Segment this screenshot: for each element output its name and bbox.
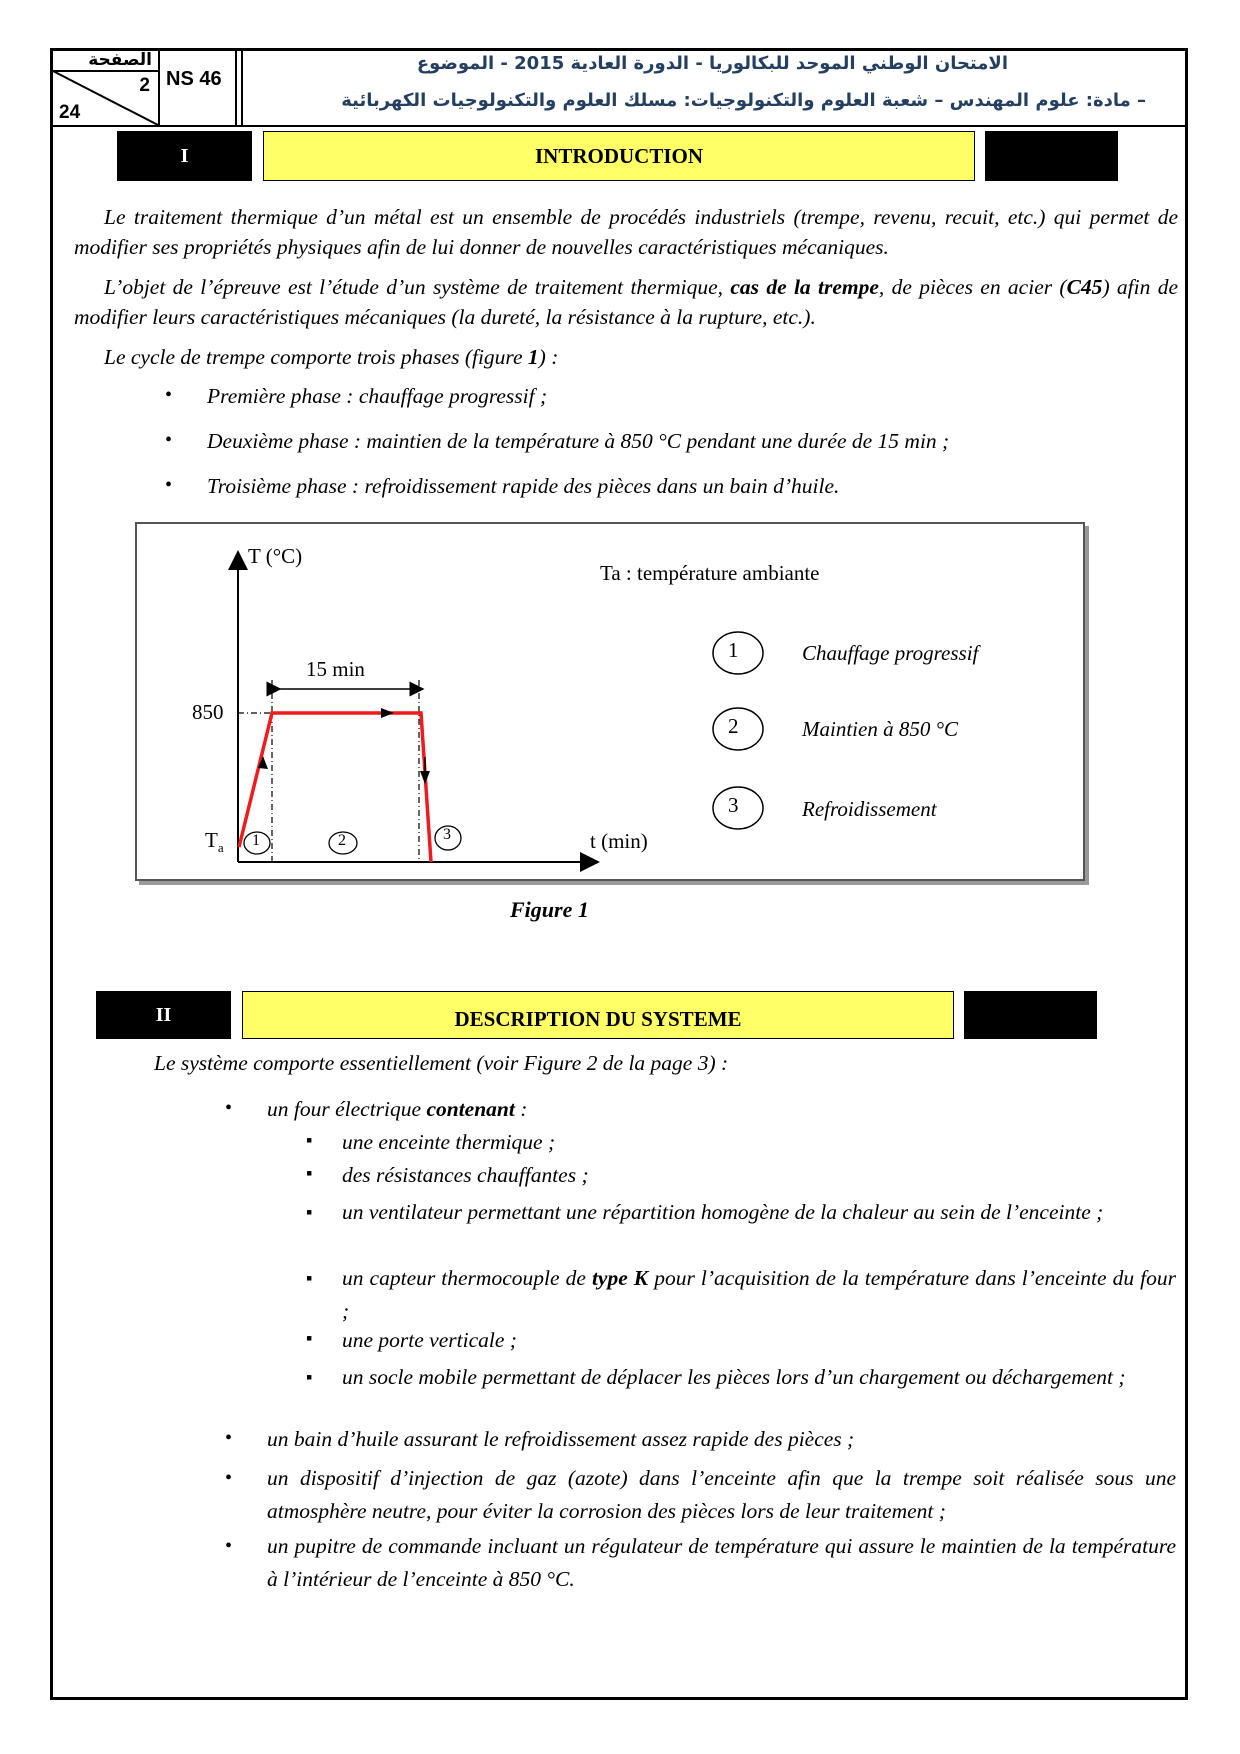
legend-num-3: 3	[728, 793, 739, 817]
four-b: :	[514, 1097, 528, 1121]
legend-label-1: Chauffage progressif	[802, 641, 979, 665]
phase-marker-1-label: 1	[252, 832, 260, 849]
y-tick-ta: $T_a$	[205, 828, 224, 856]
page-number: 2	[139, 75, 150, 96]
sub-item: ▪ une enceinte thermique ;	[342, 1130, 555, 1155]
x-axis-label: t (min)	[590, 829, 648, 853]
p2-bold: cas de la trempe	[730, 275, 879, 299]
p2-c: ) afin de modifier leurs caractéristiques mécaniques (la dureté, la résistance à la rupture, etc.).	[74, 275, 1178, 329]
sub-item: ▪ des résistances chauffantes ;	[342, 1163, 589, 1188]
four-a: un four électrique	[267, 1097, 427, 1121]
type-k-bold: type K	[591, 1266, 649, 1290]
phase-item: • Première phase : chauffage progressif ;	[207, 384, 547, 409]
system-item: • un pupitre de commande incluant un régulateur de température qui assure le maintien de la température à l’intérieur de l’enceinte à 850 °C.	[267, 1530, 1176, 1596]
section-2-number: II	[96, 991, 231, 1039]
legend-num-2: 2	[728, 714, 739, 738]
sub-item: ▪ un ventilateur permettant une répartition homogène de la chaleur au sein de l’enceinte ;	[342, 1196, 1176, 1229]
legend-num-1: 1	[728, 638, 739, 662]
phase-marker-3-label: 3	[443, 826, 451, 843]
hold-arrow	[381, 708, 394, 718]
header-line-2: – مادة: علوم المهندس – شعبة العلوم والتكنولوجيات: مسلك العلوم والتكنولوجيات الكهربائية	[341, 90, 1146, 111]
sub-item: ▪ un socle mobile permettant de déplacer les pièces lors d’un chargement ou déchargement ;	[342, 1361, 1176, 1394]
four-bold: contenant	[426, 1097, 515, 1121]
legend-label-3: Refroidissement	[802, 797, 937, 821]
system-intro: Le système comporte essentiellement (voir Figure 2 de la page 3) :	[154, 1051, 729, 1075]
temperature-curve	[239, 713, 431, 862]
four-item	[267, 1097, 527, 1122]
sub-item: ▪ une porte verticale ;	[342, 1328, 517, 1353]
type-k-pre: un capteur thermocouple de	[342, 1266, 592, 1290]
page-label: الصفحة	[88, 50, 152, 70]
p3-a: Le cycle de trempe comporte trois phases (figure	[104, 345, 528, 369]
phase-item: • Troisième phase : refroidissement rapide des pièces dans un bain d’huile.	[207, 474, 839, 499]
phase-item: • Deuxième phase : maintien de la température à 850 °C pendant une durée de 15 min ;	[207, 429, 949, 454]
section-2-title: DESCRIPTION DU SYSTEME	[242, 991, 954, 1039]
type-k-rest: pour l’acquisition de la température dans l’enceinte du four ;	[342, 1266, 1177, 1323]
p2-b: , de pièces en acier (	[878, 275, 1067, 299]
figure-caption: Figure 1	[510, 897, 589, 922]
intro-paragraph-1-text: Le traitement thermique d’un métal est un ensemble de procédés industriels (trempe, revenu, recuit, etc.) qui permet de modifier ses propriétés physiques afin de lui donner de nouvelles caractéristiques mécaniques.	[74, 205, 1178, 259]
p3-bold: 1	[527, 345, 539, 369]
fall-arrow	[420, 771, 430, 784]
p2-a: L’objet de l’épreuve est l’étude d’un système de traitement thermique,	[104, 275, 731, 299]
p3-b: ) :	[538, 345, 559, 369]
ambient-label: Ta : température ambiante	[600, 561, 820, 585]
section-1-title: INTRODUCTION	[263, 131, 975, 181]
y-axis-label: T (°C)	[248, 544, 303, 568]
page-total: 24	[59, 102, 81, 123]
exam-code: NS 46	[166, 68, 222, 90]
y-tick-850: 850	[192, 700, 224, 724]
legend-label-2: Maintien à 850 °C	[802, 717, 958, 741]
sub-item	[342, 1262, 1176, 1328]
header-line-1: الامتحان الوطني الموحد للبكالوريا - الدورة العادية 2015 - الموضوع	[416, 53, 1008, 74]
system-item: • un bain d’huile assurant le refroidissement assez rapide des pièces ;	[267, 1427, 854, 1452]
section-1-number: I	[117, 131, 252, 181]
phase-marker-2-label: 2	[338, 832, 346, 849]
section-2-bar-right	[964, 991, 1097, 1039]
duration-label: 15 min	[306, 657, 365, 681]
system-item: • un dispositif d’injection de gaz (azote) dans l’enceinte afin que la trempe soit réalisée sous une atmosphère neutre, pour éviter la corrosion des pièces lors de leur traitement ;	[267, 1462, 1176, 1528]
p2-bold2: C45	[1066, 275, 1103, 299]
